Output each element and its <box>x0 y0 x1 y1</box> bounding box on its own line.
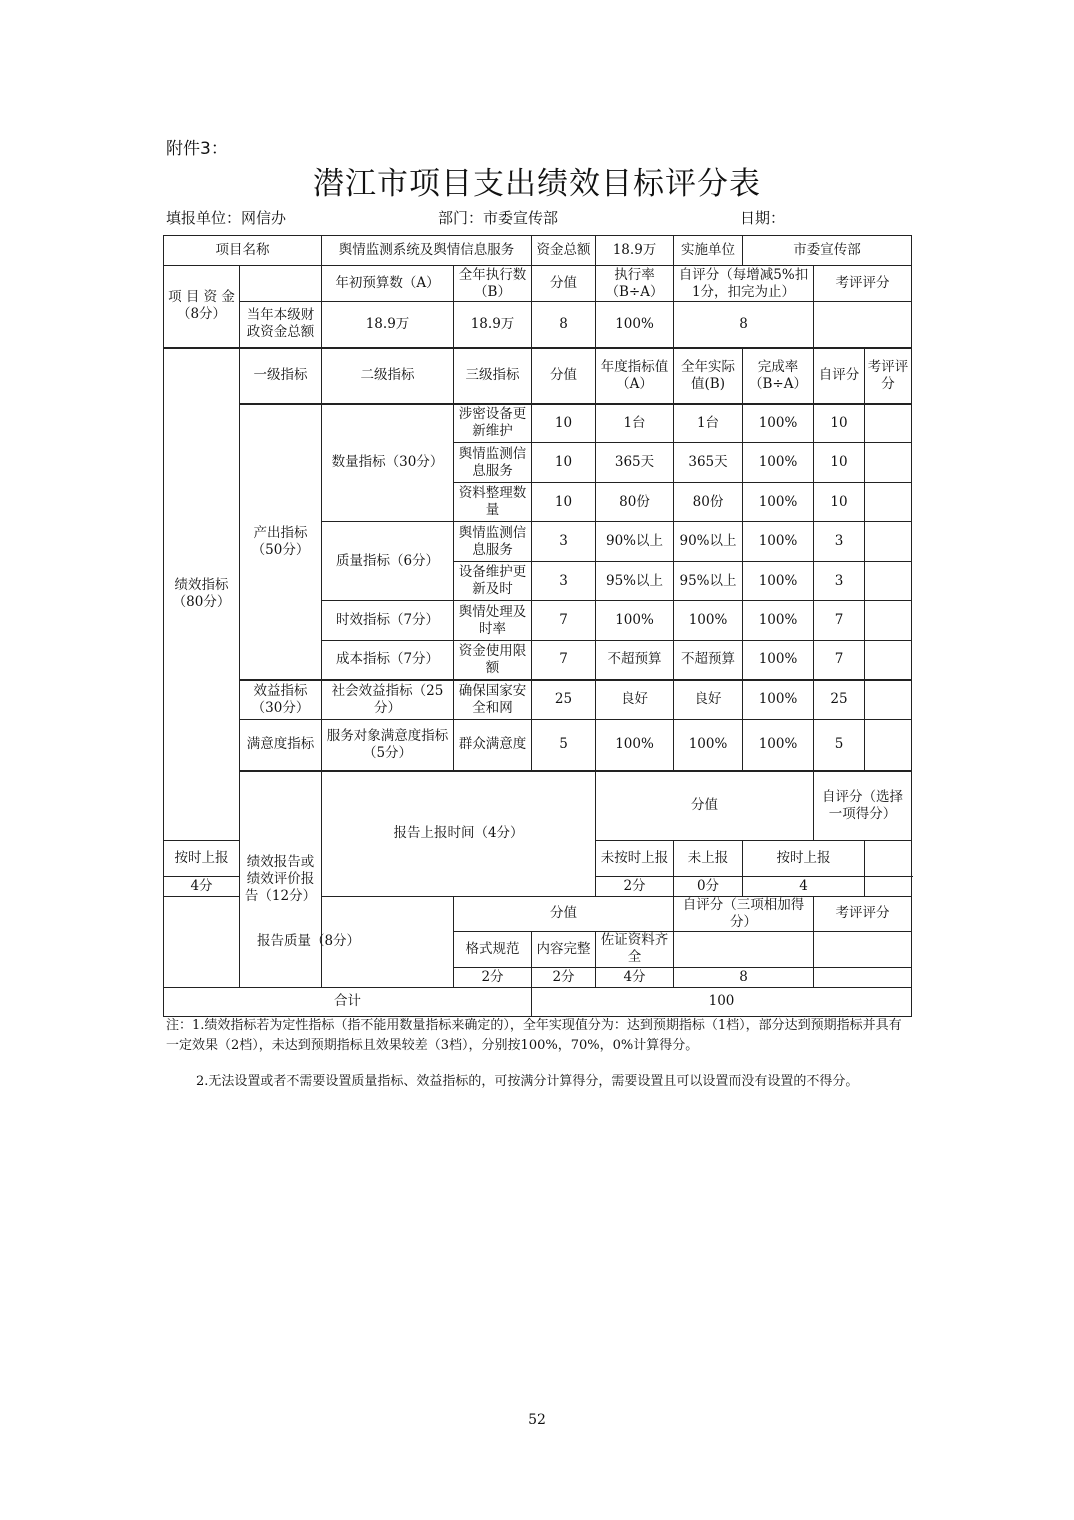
funds-section-label: 项 目 资 金（8分） <box>164 266 240 348</box>
score-table <box>163 235 912 1017</box>
row-score: 10 <box>532 404 596 443</box>
note-1: 注：1.绩效指标若为定性指标（指不能用数量指标来确定的），全年实现值分为：达到预期指标（1档），部分达到预期指标并具有一定效果（2档），未达到预期指标且效果较差（3档），分别按100%，70%，0%计算得分。 <box>166 1018 902 1053</box>
funds-review <box>814 302 912 348</box>
page-title: 潜江市项目支出绩效目标评分表 <box>313 166 761 202</box>
report-quality-review-label: 考评评分 <box>814 896 912 931</box>
page-number: 52 <box>528 1412 546 1428</box>
perf-h-l1: 一级指标 <box>240 348 322 404</box>
row-target: 100% <box>596 720 674 771</box>
funds-h-review: 考评评分 <box>814 266 912 302</box>
report-opt2-score: 2分 <box>596 876 674 896</box>
funds-empty-cell <box>240 266 322 302</box>
funds-score: 8 <box>532 302 596 348</box>
project-name-label: 项目名称 <box>164 236 322 266</box>
row-target: 良好 <box>596 680 674 720</box>
funds-self: 8 <box>674 302 814 348</box>
report-quality-self-label: 自评分（三项相加得分） <box>674 896 814 931</box>
row-review <box>865 404 912 443</box>
table-row <box>164 720 912 771</box>
row-review <box>865 601 912 641</box>
row-actual: 365天 <box>674 443 743 483</box>
row-l3: 涉密设备更新维护 <box>454 404 532 443</box>
row-target: 80份 <box>596 483 674 522</box>
row-l3: 舆情监测信息服务 <box>454 443 532 483</box>
row-self: 10 <box>814 443 865 483</box>
row-rate: 100% <box>743 522 814 562</box>
perf-h-target: 年度指标值（A） <box>596 348 674 404</box>
output-label: 产出指标（50分） <box>240 404 322 680</box>
funds-rate: 100% <box>596 302 674 348</box>
perf-h-score: 分值 <box>532 348 596 404</box>
social-label: 社会效益指标（25分） <box>322 680 454 720</box>
report-quality-review-value <box>814 931 912 967</box>
fill-date: 日期： <box>740 209 786 227</box>
row-self: 10 <box>814 404 865 443</box>
row-target: 95%以上 <box>596 562 674 601</box>
row-score: 25 <box>532 680 596 720</box>
row-rate: 100% <box>743 641 814 680</box>
perf-h-l3: 三级指标 <box>454 348 532 404</box>
funds-data-row <box>164 302 912 348</box>
project-name-value: 舆情监测系统及舆情信息服务 <box>322 236 532 266</box>
report-quality-self-score: 8 <box>674 967 814 987</box>
row-review <box>865 641 912 680</box>
perf-header-row <box>164 348 912 404</box>
benefit-label: 效益指标（30分） <box>240 680 322 720</box>
funds-h-rate: 执行率（B÷A） <box>596 266 674 302</box>
row-self: 5 <box>814 720 865 771</box>
row-score: 10 <box>532 443 596 483</box>
funds-exec: 18.9万 <box>454 302 532 348</box>
fill-dept: 部门：市委宣传部 <box>438 209 559 227</box>
report-q3-score: 4分 <box>596 967 674 987</box>
row-self: 10 <box>814 483 865 522</box>
row-self: 7 <box>814 641 865 680</box>
report-q3: 佐证资料齐全 <box>596 931 674 967</box>
perf-h-l2: 二级指标 <box>322 348 454 404</box>
service-label: 服务对象满意度指标（5分） <box>322 720 454 771</box>
row-self: 25 <box>814 680 865 720</box>
total-value: 100 <box>532 987 912 1016</box>
row-self: 7 <box>814 601 865 641</box>
attachment-label: 附件3： <box>166 139 228 159</box>
row-target: 100% <box>596 601 674 641</box>
report-opt2: 未按时上报 <box>596 840 674 876</box>
row-actual: 1台 <box>674 404 743 443</box>
perf-h-self: 自评分 <box>814 348 865 404</box>
project-row <box>164 236 912 266</box>
row-l3: 资料整理数量 <box>454 483 532 522</box>
row-l3: 资金使用限额 <box>454 641 532 680</box>
fill-unit: 填报单位：网信办 <box>166 209 287 227</box>
quantity-label: 数量指标（30分） <box>322 404 454 522</box>
timely-label: 时效指标（7分） <box>322 601 454 641</box>
report-time-score-label: 分值 <box>596 771 814 841</box>
row-target: 不超预算 <box>596 641 674 680</box>
perf-h-rate: 完成率（B÷A） <box>743 348 814 404</box>
row-self: 3 <box>814 562 865 601</box>
row-l3: 确保国家安全和网 <box>454 680 532 720</box>
row-rate: 100% <box>743 562 814 601</box>
row-actual: 90%以上 <box>674 522 743 562</box>
table-row <box>164 680 912 720</box>
funds-h-score: 分值 <box>532 266 596 302</box>
report-time-self-label: 自评分（选择一项得分） <box>814 771 912 841</box>
report-time-review-value <box>865 840 912 876</box>
row-rate: 100% <box>743 720 814 771</box>
report-opt3: 未上报 <box>674 840 743 876</box>
row-score: 7 <box>532 601 596 641</box>
row-actual: 100% <box>674 601 743 641</box>
report-q1-score: 2分 <box>454 967 532 987</box>
funds-row-label: 当年本级财政资金总额 <box>240 302 322 348</box>
row-target: 90%以上 <box>596 522 674 562</box>
row-score: 3 <box>532 562 596 601</box>
row-l3: 舆情处理及时率 <box>454 601 532 641</box>
funds-header-row <box>164 266 912 302</box>
table-row <box>164 404 912 443</box>
report-q2: 内容完整 <box>532 931 596 967</box>
row-l3: 舆情监测信息服务 <box>454 522 532 562</box>
row-score: 5 <box>532 720 596 771</box>
perf-section-label: 绩效指标（80分） <box>164 348 240 841</box>
row-review <box>865 720 912 771</box>
report-opt1: 按时上报 <box>164 840 240 876</box>
row-actual: 不超预算 <box>674 641 743 680</box>
total-label: 合计 <box>164 987 532 1016</box>
report-time-self-score: 4 <box>743 876 865 896</box>
report-time-self-value: 按时上报 <box>743 840 865 876</box>
fund-label: 资金总额 <box>532 236 596 266</box>
row-score: 7 <box>532 641 596 680</box>
funds-h-self: 自评分（每增减5%扣1分，扣完为止） <box>674 266 814 302</box>
row-actual: 95%以上 <box>674 562 743 601</box>
report-quality-self-value <box>674 931 814 967</box>
impl-label: 实施单位 <box>674 236 743 266</box>
perf-h-review: 考评评分 <box>865 348 912 404</box>
row-rate: 100% <box>743 443 814 483</box>
report-time-review-score <box>865 876 912 896</box>
row-score: 3 <box>532 522 596 562</box>
row-review <box>865 680 912 720</box>
report-opt3-score: 0分 <box>674 876 743 896</box>
row-target: 365天 <box>596 443 674 483</box>
note-2: 2.无法设置或者不需要设置质量指标、效益指标的，可按满分计算得分，需要设置且可以设置而没有设置的不得分。 <box>196 1074 859 1089</box>
report-quality-label: 报告质量（8分） <box>164 896 454 987</box>
perf-h-actual: 全年实际值(B) <box>674 348 743 404</box>
row-actual: 80份 <box>674 483 743 522</box>
row-target: 1台 <box>596 404 674 443</box>
row-l3: 群众满意度 <box>454 720 532 771</box>
report-opt1-score: 4分 <box>164 876 240 896</box>
report-section-label: 绩效报告或绩效评价报告（12分） <box>240 771 322 988</box>
row-rate: 100% <box>743 404 814 443</box>
row-actual: 良好 <box>674 680 743 720</box>
row-l3: 设备维护更新及时 <box>454 562 532 601</box>
report-time-header-row <box>164 771 912 841</box>
funds-h-budget: 年初预算数（A） <box>322 266 454 302</box>
row-rate: 100% <box>743 680 814 720</box>
row-rate: 100% <box>743 483 814 522</box>
report-q2-score: 2分 <box>532 967 596 987</box>
funds-budget: 18.9万 <box>322 302 454 348</box>
funds-h-exec: 全年执行数（B） <box>454 266 532 302</box>
row-rate: 100% <box>743 601 814 641</box>
row-review <box>865 562 912 601</box>
satisfy-label: 满意度指标 <box>240 720 322 771</box>
fund-value: 18.9万 <box>596 236 674 266</box>
row-review <box>865 443 912 483</box>
cost-label: 成本指标（7分） <box>322 641 454 680</box>
row-self: 3 <box>814 522 865 562</box>
row-review <box>865 522 912 562</box>
report-time-label: 报告上报时间（4分） <box>322 771 596 897</box>
impl-value: 市委宣传部 <box>743 236 912 266</box>
report-q1: 格式规范 <box>454 931 532 967</box>
report-quality-score-label: 分值 <box>454 896 674 931</box>
row-score: 10 <box>532 483 596 522</box>
quality-label: 质量指标（6分） <box>322 522 454 601</box>
total-row <box>164 987 912 1016</box>
report-quality-review-score <box>814 967 912 987</box>
row-actual: 100% <box>674 720 743 771</box>
row-review <box>865 483 912 522</box>
